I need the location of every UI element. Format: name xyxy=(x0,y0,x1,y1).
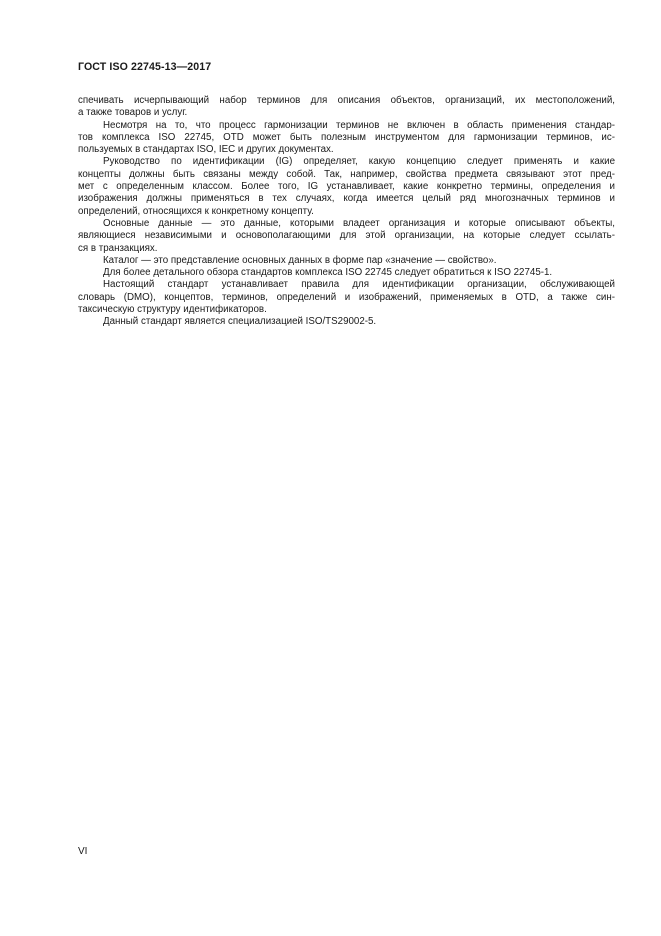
paragraph xyxy=(78,218,615,255)
text-line: тов комплекса ISO 22745, OTD может быть полезным инструментом для гармонизации терминов, ис- xyxy=(78,131,615,143)
page-number: VI xyxy=(78,846,88,857)
paragraph xyxy=(78,255,615,267)
text-line: словарь (DMO), концептов, терминов, определений и изображений, применяемых в OTD, а также син- xyxy=(78,291,615,303)
text-line: спечивать исчерпывающий набор терминов для описания объектов, организаций, их местоположений, xyxy=(78,95,615,106)
document-header: ГОСТ ISO 22745-13—2017 xyxy=(78,61,212,73)
text-line: Руководство по идентификации (IG) определяет, какую концепцию следует применять и какие xyxy=(103,156,615,168)
text-line: концепты должны быть связаны между собой. Так, например, свойства предмета связывают этот пред- xyxy=(78,168,615,180)
text-line: Несмотря на то, что процесс гармонизации терминов не включен в область применения стандар- xyxy=(103,119,615,131)
paragraph xyxy=(78,120,615,157)
paragraph xyxy=(78,95,615,120)
text-line: пользуемых в стандартах ISO, IEC и других документах. xyxy=(78,144,334,156)
text-line: ся в транзакциях. xyxy=(78,242,158,254)
text-line: Основные данные — это данные, которыми владеет организация и которые описывают объекты, xyxy=(103,217,615,229)
text-line: Данный стандарт является специализацией ISO/TS29002-5. xyxy=(103,316,377,328)
paragraph xyxy=(78,316,615,328)
text-line: определений, относящихся к конкретному концепту. xyxy=(78,205,314,217)
text-line: а также товаров и услуг. xyxy=(78,107,188,119)
text-line: Каталог — это представление основных данных в форме пар «значение — свойство». xyxy=(103,254,497,266)
text-line: Настоящий стандарт устанавливает правила для идентификации организации, обслуживающей xyxy=(103,279,615,291)
paragraph xyxy=(78,156,615,217)
text-line: являющиеся независимыми и основополагающими для этой организации, на которые следует ссылать- xyxy=(78,230,615,242)
paragraph xyxy=(78,279,615,316)
document-body xyxy=(78,95,615,329)
text-line: Для более детального обзора стандартов комплекса ISO 22745 следует обратиться к ISO 22745-1. xyxy=(103,267,553,279)
paragraph xyxy=(78,267,615,279)
text-line: мет с определенным классом. Более того, IG устанавливает, какие конкретно термины, определения и xyxy=(78,181,615,193)
text-line: таксическую структуру идентификаторов. xyxy=(78,304,267,316)
text-line: изображения должны применяться в тех случаях, когда имеется целый ряд многозначных терминов и xyxy=(78,193,615,205)
